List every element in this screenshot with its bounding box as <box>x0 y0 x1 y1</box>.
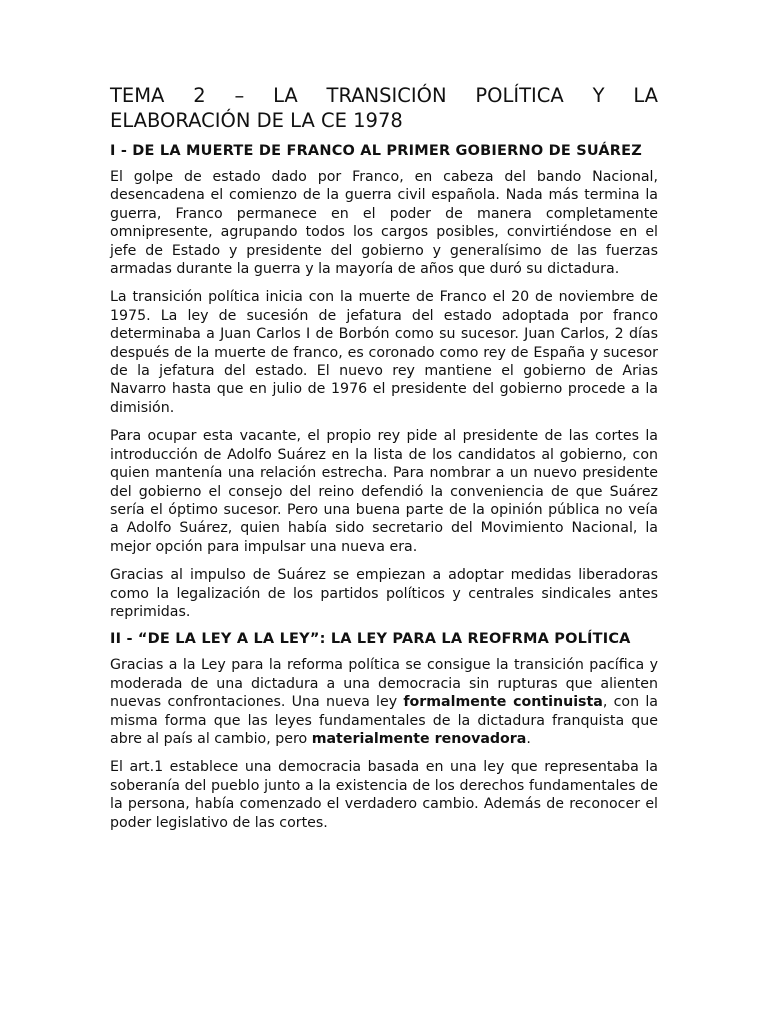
text-run: , con la misma forma que las leyes fundamentales de la dictadura franquista que abre al país al cambio, pero <box>110 694 658 747</box>
document-page <box>110 84 658 842</box>
section-1-heading: I - DE LA MUERTE DE FRANCO AL PRIMER GOBIERNO DE SUÁREZ <box>110 143 642 159</box>
section-1-paragraph-3: Para ocupar esta vacante, el propio rey pide al presidente de las cortes la introducción de Adolfo Suárez en la lista de los candidatos al gobierno, con quien mantenía una relación estrecha. Para nombrar a un nuevo presidente del gobierno el consejo del reino defendió la conveniencia de que Suárez sería el óptimo sucesor. Pero una buena parte de la opinión pública no veía a Adolfo Suárez, quien había sido secretario del Movimiento Nacional, la mejor opción para impulsar una nueva era. <box>110 428 658 555</box>
section-2-paragraph-1 <box>110 656 658 748</box>
section-2-heading: II - “DE LA LEY A LA LEY”: LA LEY PARA LA REOFRMA POLÍTICA <box>110 631 631 648</box>
text-run: Gracias a la Ley para la reforma política se consigue la transición pacífica y moderada de una dictadura a una democracia sin rupturas que alienten nuevas confrontaciones. Una nueva ley <box>110 657 658 711</box>
document-title <box>110 84 658 133</box>
text-run: . <box>526 730 531 747</box>
title-line-2: ELABORACIÓN DE LA CE 1978 <box>110 108 403 132</box>
section-1-paragraph-4: Gracias al impulso de Suárez se empiezan a adoptar medidas liberadoras como la legalización de los partidos políticos y centrales sindicales antes reprimidas. <box>110 567 658 620</box>
bold-term-renovadora: materialmente renovadora <box>311 730 527 747</box>
bold-term-continuista: formalmente continuista <box>403 694 603 711</box>
section-2-paragraph-2: El art.1 establece una democracia basada en una ley que representaba la soberanía del pueblo junto a la existencia de los derechos fundamentales de la persona, había comenzado el verdadero cambio. Además de reconocer el poder legislativo de las cortes. <box>110 759 658 831</box>
title-line-1: TEMA 2 – LA TRANSICIÓN POLÍTICA Y LA <box>110 84 658 107</box>
section-1-paragraph-2: La transición política inicia con la muerte de Franco el 20 de noviembre de 1975. La ley de sucesión de jefatura del estado adoptada por franco determinaba a Juan Carlos I de Borbón como su sucesor. Juan Carlos, 2 días después de la muerte de franco, es coronado como rey de España y sucesor de la jefatura del estado. El nuevo rey mantiene el gobierno de Arias Navarro hasta que en julio de 1976 el presidente del gobierno procede a la dimisión. <box>110 289 658 416</box>
section-1-paragraph-1: El golpe de estado dado por Franco, en cabeza del bando Nacional, desencadena el comienzo de la guerra civil española. Nada más termina la guerra, Franco permanece en el poder de manera completamente omnipresente, agrupando todos los cargos posibles, convirtiéndose en el jefe de Estado y presidente del gobierno y generalísimo de las fuerzas armadas durante la guerra y la mayoría de años que duró su dictadura. <box>110 169 658 278</box>
